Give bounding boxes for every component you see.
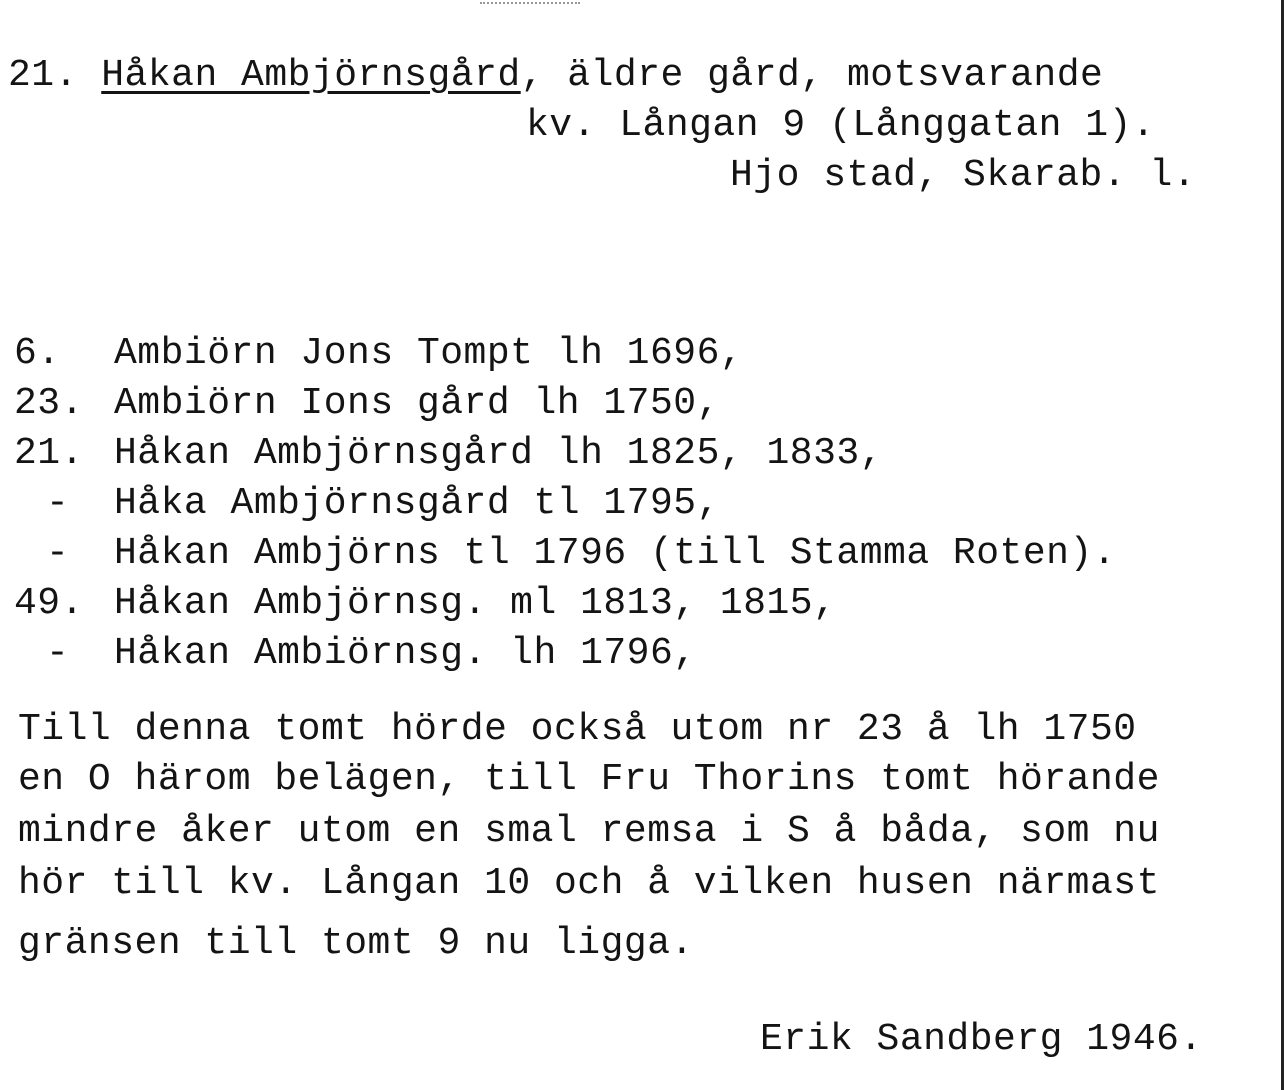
- record-number: 49.: [14, 582, 84, 625]
- record-number: 21.: [14, 432, 84, 475]
- record-text: Håkan Ambiörnsg. lh 1796,: [114, 632, 697, 675]
- heading-description: , äldre gård, motsvarande: [520, 54, 1104, 97]
- record-number: -: [46, 482, 70, 525]
- heading-number: 21.: [8, 54, 78, 97]
- record-text: Håka Ambjörnsgård tl 1795,: [114, 482, 720, 525]
- paragraph-line: gränsen till tomt 9 nu ligga.: [18, 922, 694, 965]
- paragraph-line: Till denna tomt hörde också utom nr 23 å lh 1750: [18, 708, 1137, 751]
- top-scan-mark: [480, 2, 580, 6]
- record-number: -: [46, 532, 70, 575]
- heading-line-2: kv. Långan 9 (Långgatan 1).: [526, 104, 1156, 147]
- record-text: Håkan Ambjörnsg. ml 1813, 1815,: [114, 582, 837, 625]
- record-number: 23.: [14, 382, 84, 425]
- paragraph-line: hör till kv. Långan 10 och å vilken husen närmast: [18, 862, 1160, 905]
- card-edge-border: [1281, 0, 1284, 1090]
- record-text: Håkan Ambjörnsgård lh 1825, 1833,: [114, 432, 884, 475]
- heading-farm-name: Håkan Ambjörnsgård: [101, 54, 521, 97]
- paragraph-line: en O härom belägen, till Fru Thorins tomt hörande: [18, 758, 1160, 801]
- record-text: Ambiörn Ions gård lh 1750,: [114, 382, 720, 425]
- record-number: 6.: [14, 332, 61, 375]
- heading-line-1: [8, 54, 1103, 98]
- paragraph-line: mindre åker utom en smal remsa i S å båda, som nu: [18, 810, 1160, 853]
- record-text: Ambiörn Jons Tompt lh 1696,: [114, 332, 744, 375]
- heading-line-3: Hjo stad, Skarab. l.: [730, 154, 1197, 197]
- record-text: Håkan Ambjörns tl 1796 (till Stamma Roten).: [114, 532, 1117, 575]
- signature: Erik Sandberg 1946.: [760, 1018, 1203, 1061]
- record-number: -: [46, 632, 70, 675]
